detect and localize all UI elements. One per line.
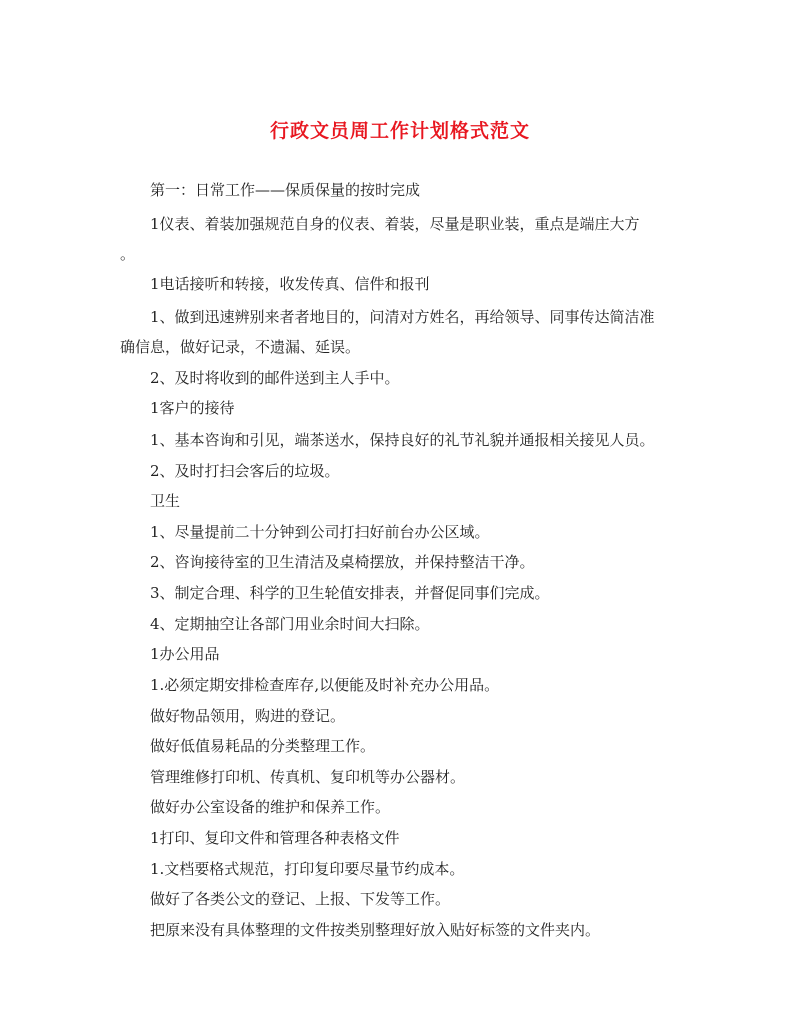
paragraph-line: 1、尽量提前二十分钟到公司打扫好前台办公区域。 — [150, 523, 490, 541]
paragraph-line: 3、制定合理、科学的卫生轮值安排表，并督促同事们完成。 — [150, 584, 550, 602]
paragraph-line: 做好物品领用，购进的登记。 — [150, 707, 346, 725]
paragraph-line: 1.必须定期安排检查库存,以便能及时补充办公用品。 — [150, 676, 500, 694]
subsection-heading: 1打印、复印文件和管理各种表格文件 — [150, 829, 400, 847]
paragraph-line: 2、及时打扫会客后的垃圾。 — [150, 462, 340, 480]
paragraph-line: 把原来没有具体整理的文件按类别整理好放入贴好标签的文件夹内。 — [150, 921, 601, 939]
paragraph-line: 1、做到迅速辨别来者者地目的，问清对方姓名，再给领导、同事传达简洁准 — [150, 308, 655, 326]
subsection-heading: 1办公用品 — [150, 645, 220, 663]
subsection-heading: 1电话接听和转接，收发传真、信件和报刊 — [150, 275, 430, 293]
paragraph-line: 管理维修打印机、传真机、复印机等办公器材。 — [150, 768, 466, 786]
paragraph-line: 做好了各类公文的登记、上报、下发等工作。 — [150, 890, 451, 908]
paragraph-line: 1、基本咨询和引见，端茶送水，保持良好的礼节礼貌并通报相关接见人员。 — [150, 431, 655, 449]
document-title: 行政文员周工作计划格式范文 — [269, 120, 530, 142]
paragraph-line: 做好低值易耗品的分类整理工作。 — [150, 737, 376, 755]
paragraph-line: 确信息，做好记录，不遗漏、延误。 — [120, 338, 361, 356]
paragraph-line: 4、定期抽空让各部门用业余时间大扫除。 — [150, 615, 430, 633]
paragraph-line: 2、咨询接待室的卫生清洁及桌椅摆放，并保持整洁干净。 — [150, 553, 535, 571]
subsection-heading: 1客户的接待 — [150, 399, 235, 417]
paragraph-line: 。 — [120, 245, 136, 263]
paragraph-line: 1.文档要格式规范，打印复印要尽量节约成本。 — [150, 860, 465, 878]
paragraph-line: 做好办公室设备的维护和保养工作。 — [150, 798, 391, 816]
paragraph-line: 1仪表、着装加强规范自身的仪表、着装，尽量是职业装，重点是端庄大方 — [150, 215, 640, 233]
section-heading: 第一：日常工作——保质保量的按时完成 — [150, 181, 421, 199]
paragraph-line: 2、及时将收到的邮件送到主人手中。 — [150, 369, 400, 387]
subsection-heading: 卫生 — [150, 492, 181, 510]
